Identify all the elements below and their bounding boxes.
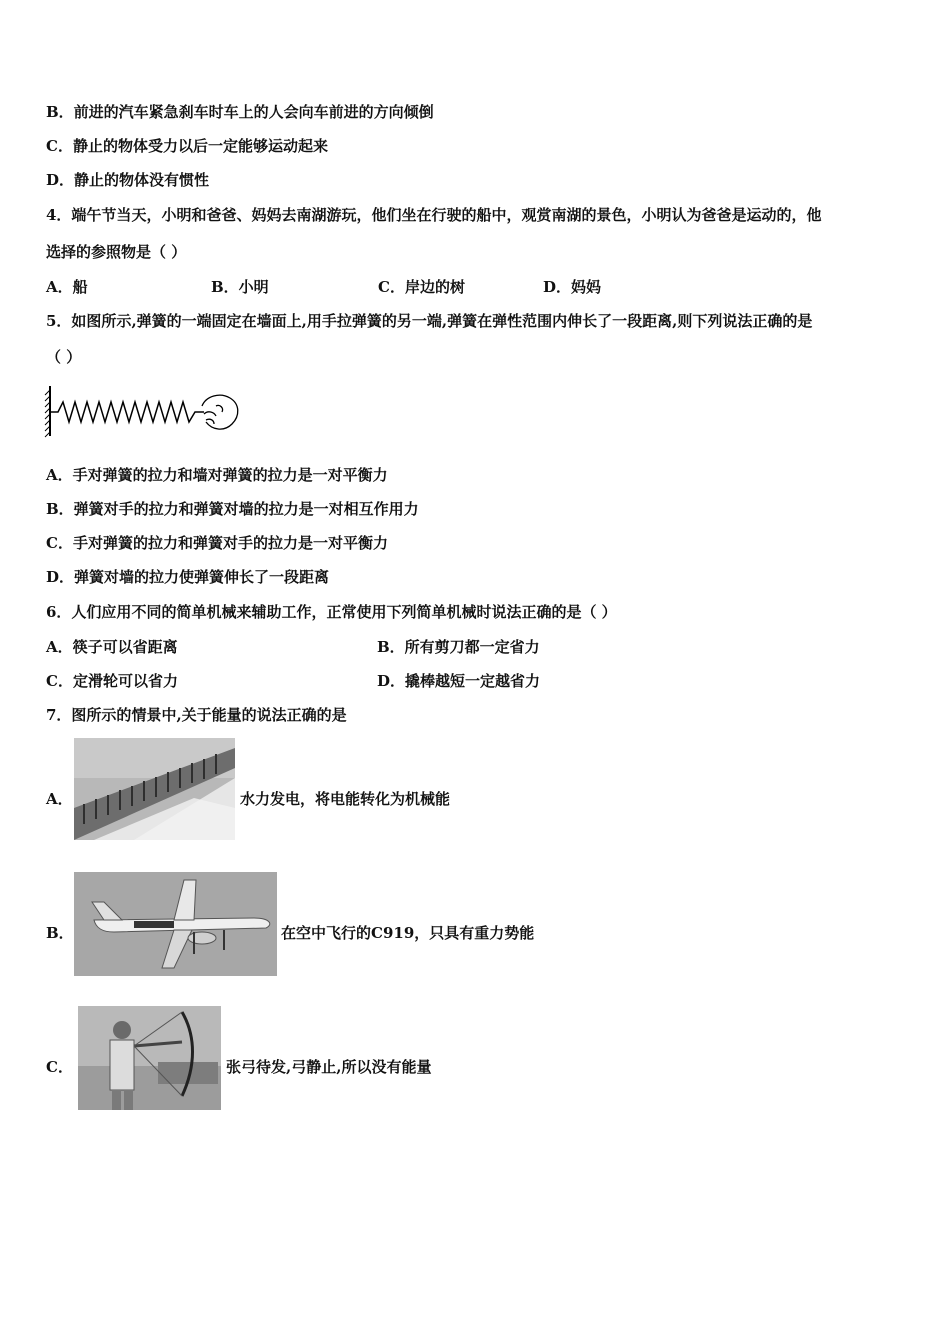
q6-option-d: D．撬棒越短一定越省力 <box>377 672 541 690</box>
q4-option-d: D．妈妈 <box>543 278 602 296</box>
q6-option-c: C．定滑轮可以省力 <box>46 672 178 690</box>
q5-stem-line2: （ ） <box>46 348 82 366</box>
q7-stem: 7．图所示的情景中,关于能量的说法正确的是 <box>46 706 347 724</box>
q3-option-c: C．静止的物体受力以后一定能够运动起来 <box>46 137 328 155</box>
q6-stem: 6．人们应用不同的简单机械来辅助工作，正常使用下列简单机械时说法正确的是（ ） <box>46 603 617 621</box>
q7-option-a-text: 水力发电，将电能转化为机械能 <box>240 790 451 808</box>
q5-option-b: B．弹簧对手的拉力和弹簧对墙的拉力是一对相互作用力 <box>46 500 419 518</box>
dam-photo <box>74 738 235 840</box>
q4-option-b: B．小明 <box>211 278 269 296</box>
q5-option-a: A．手对弹簧的拉力和墙对弹簧的拉力是一对平衡力 <box>46 466 388 484</box>
q3-option-d: D．静止的物体没有惯性 <box>46 171 210 189</box>
q6-option-b: B．所有剪刀都一定省力 <box>377 638 540 656</box>
q7-option-c-text: 张弓待发,弓静止,所以没有能量 <box>226 1058 432 1076</box>
airplane-photo <box>74 872 277 976</box>
q4-option-c: C．岸边的树 <box>378 278 465 296</box>
q7-option-c-label: C． <box>46 1058 73 1076</box>
q4-stem-line2: 选择的参照物是（ ） <box>46 243 187 261</box>
q3-option-b: B．前进的汽车紧急刹车时车上的人会向车前进的方向倾倒 <box>46 103 434 121</box>
q7-option-b-text: 在空中飞行的C919，只具有重力势能 <box>281 924 535 942</box>
spring-diagram <box>44 384 244 440</box>
q5-option-c: C．手对弹簧的拉力和弹簧对手的拉力是一对平衡力 <box>46 534 388 552</box>
q5-stem-line1: 5．如图所示,弹簧的一端固定在墙面上,用手拉弹簧的另一端,弹簧在弹性范围内伸长了一段距离,则下列说法正确的是 <box>46 312 813 330</box>
q7-option-b-label: B． <box>46 924 74 942</box>
archer-photo <box>78 1006 221 1110</box>
q7-option-a-label: A． <box>46 790 73 808</box>
q6-option-a: A．筷子可以省距离 <box>46 638 178 656</box>
q5-option-d: D．弹簧对墙的拉力使弹簧伸长了一段距离 <box>46 568 330 586</box>
q4-stem-line1: 4．端午节当天，小明和爸爸、妈妈去南湖游玩，他们坐在行驶的船中，观赏南湖的景色，小明认为爸爸是运动的，他 <box>46 206 822 224</box>
q4-option-a: A．船 <box>46 278 88 296</box>
